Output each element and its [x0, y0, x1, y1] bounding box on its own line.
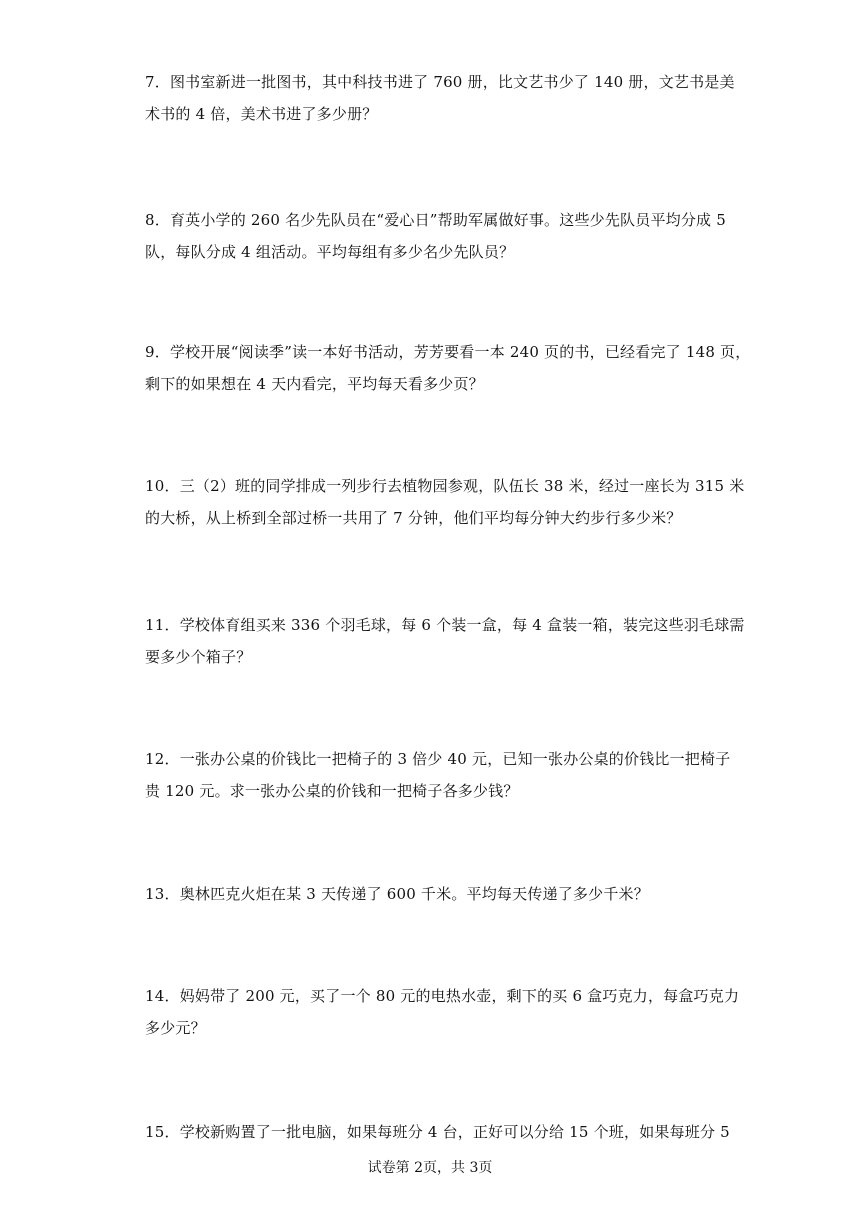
question-14	[145, 980, 740, 1044]
question-line: 贵 120 元。求一张办公桌的价钱和一把椅子各多少钱？	[145, 782, 519, 800]
question-text: 一张办公桌的价钱比一把椅子的 3 倍少 40 元，已知一张办公桌的价钱比一把椅子	[179, 750, 731, 768]
question-line	[145, 336, 751, 368]
question-text: 学校开展“阅读季”读一本好书活动，芳芳要看一本 240 页的书，已经看完了 148 页，	[169, 343, 751, 361]
question-13	[145, 878, 715, 910]
question-line	[145, 980, 740, 1012]
question-number: 11．	[145, 616, 180, 634]
question-number: 15．	[145, 1123, 180, 1141]
question-text: 学校体育组买来 336 个羽毛球，每 6 个装一盒，每 4 盒装一箱，装完这些羽毛球需	[179, 616, 745, 634]
question-number: 12．	[145, 750, 180, 768]
question-text: 三（2）班的同学排成一列步行去植物园参观，队伍长 38 米，经过一座长为 315 米	[179, 477, 745, 495]
question-number: 13．	[145, 885, 180, 903]
question-9	[145, 336, 751, 400]
question-line	[145, 609, 745, 641]
question-11	[145, 609, 745, 673]
question-line	[145, 1116, 730, 1148]
question-15	[145, 1116, 730, 1148]
question-number: 8．	[145, 211, 170, 229]
question-line: 要多少个箱子？	[145, 648, 252, 666]
question-number: 7．	[145, 73, 170, 91]
question-number: 9．	[145, 343, 170, 361]
question-line	[145, 878, 715, 910]
page-footer: 试卷第 2页，共 3页	[367, 1160, 493, 1176]
question-text: 奥林匹克火炬在某 3 天传递了 600 千米。平均每天传递了多少千米？	[179, 885, 649, 903]
question-line: 队，每队分成 4 组活动。平均每组有多少名少先队员？	[145, 243, 515, 261]
question-line: 剩下的如果想在 4 天内看完，平均每天看多少页？	[145, 375, 484, 393]
question-line: 的大桥，从上桥到全部过桥一共用了 7 分钟，他们平均每分钟大约步行多少米？	[145, 509, 682, 527]
question-line	[145, 204, 726, 236]
question-text: 学校新购置了一批电脑，如果每班分 4 台，正好可以分给 15 个班，如果每班分 5	[179, 1123, 730, 1141]
question-8	[145, 204, 726, 268]
question-number: 14．	[145, 987, 180, 1005]
question-text: 育英小学的 260 名少先队员在“爱心日”帮助军属做好事。这些少先队员平均分成 5	[169, 211, 726, 229]
question-line	[145, 470, 745, 502]
question-text: 妈妈带了 200 元，买了一个 80 元的电热水壶，剩下的买 6 盒巧克力，每盒巧克力	[179, 987, 740, 1005]
question-12	[145, 743, 731, 807]
question-number: 10．	[145, 477, 180, 495]
question-line: 术书的 4 倍，美术书进了多少册？	[145, 105, 378, 123]
question-line: 多少元？	[145, 1019, 206, 1037]
question-7	[145, 66, 735, 130]
question-line	[145, 743, 731, 775]
question-10	[145, 470, 745, 534]
question-text: 图书室新进一批图书，其中科技书进了 760 册，比文艺书少了 140 册，文艺书是美	[169, 73, 735, 91]
question-line	[145, 66, 735, 98]
